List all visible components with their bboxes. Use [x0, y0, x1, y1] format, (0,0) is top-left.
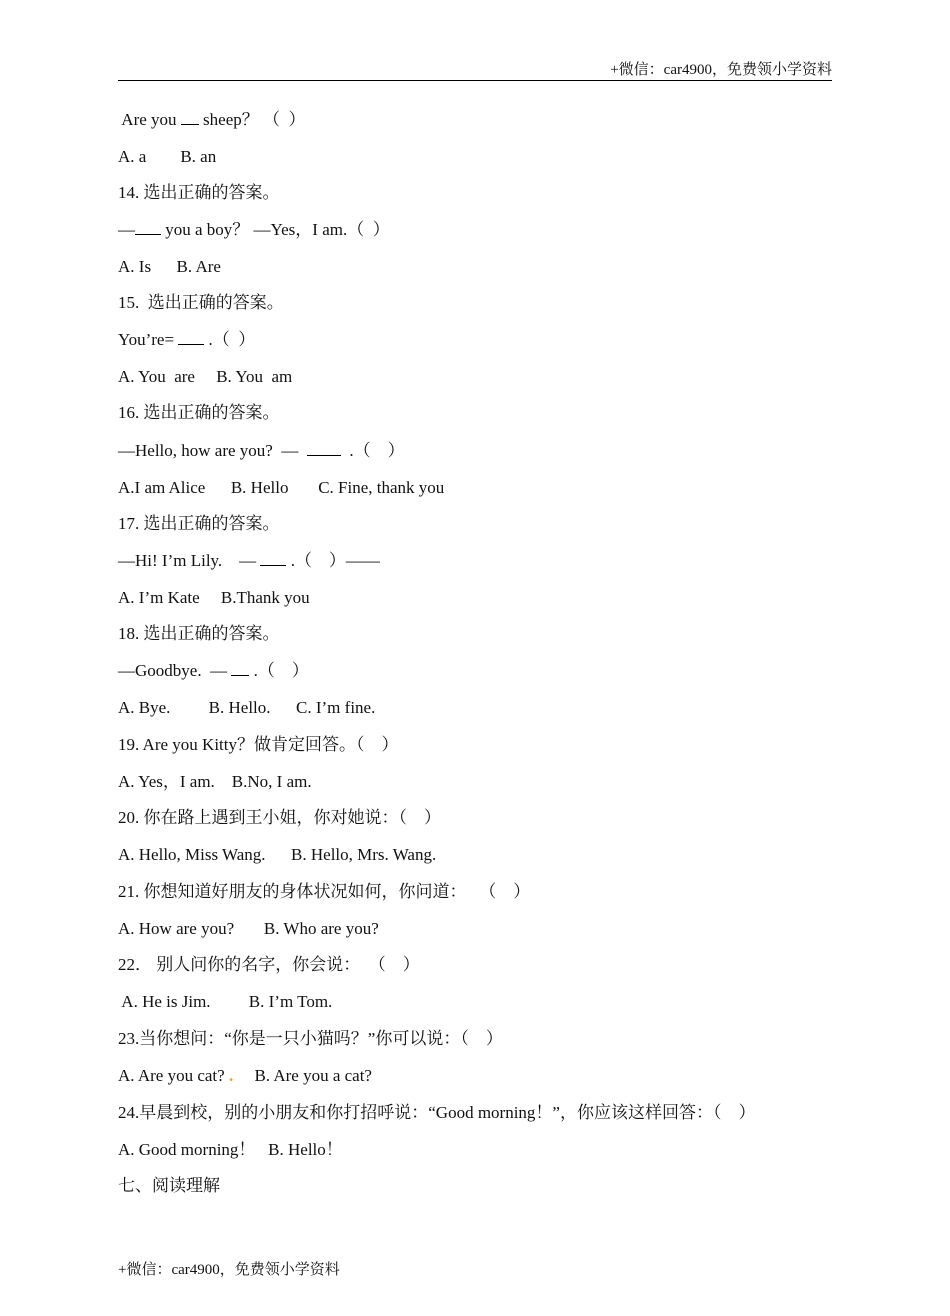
answer-blank	[178, 329, 204, 345]
question-15-stem	[118, 329, 255, 351]
question-18-title: 18. 选出正确的答案。	[118, 624, 280, 643]
question-17-title: 17. 选出正确的答案。	[118, 514, 280, 533]
question-14-options: A. Is B. Are	[118, 257, 221, 276]
answer-blank	[181, 109, 199, 125]
question-18-options: A. Bye. B. Hello. C. I’m fine.	[118, 698, 376, 717]
stem-text: .（ ）	[204, 330, 256, 349]
answer-blank	[135, 219, 161, 235]
stem-text: You’re=	[118, 330, 179, 349]
question-16-options: A.I am Alice B. Hello C. Fine, thank you	[118, 478, 445, 497]
question-21-options: A. How are you? B. Who are you?	[118, 919, 379, 938]
stem-text: Are you	[118, 110, 181, 129]
section-heading-reading: 七、阅读理解	[118, 1176, 220, 1195]
answer-blank	[307, 440, 341, 456]
question-22-options: A. He is Jim. B. I’m Tom.	[118, 992, 333, 1011]
stem-text: .（ ）——	[286, 551, 380, 570]
question-24-stem: 24.早晨到校，别的小朋友和你打招呼说：“Good morning！”，你应该这样回答：（ ）	[118, 1103, 756, 1122]
header-divider	[118, 80, 832, 81]
question-20-options: A. Hello, Miss Wang. B. Hello, Mrs. Wang.	[118, 845, 437, 864]
question-22-stem: 22． 别人问你的名字，你会说： （ ）	[118, 955, 420, 974]
page-header: +微信：car4900，免费领小学资料	[610, 62, 832, 78]
stem-text: —Hi! I’m Lily. —	[118, 551, 261, 570]
option-a-text: A. Are you cat?	[118, 1066, 229, 1085]
option-b-text: B. Are you a cat?	[233, 1066, 372, 1085]
question-13-stem	[118, 109, 306, 131]
stem-text: sheep？ （ ）	[198, 110, 306, 129]
question-14-title: 14. 选出正确的答案。	[118, 183, 280, 202]
answer-blank	[260, 550, 286, 566]
question-20-stem: 20. 你在路上遇到王小姐，你对她说：（ ）	[118, 808, 441, 827]
question-19-stem: 19. Are you Kitty？做肯定回答。（ ）	[118, 735, 399, 754]
answer-blank	[231, 660, 249, 676]
question-13-options: A. a B. an	[118, 147, 217, 166]
stem-text: .（ ）	[249, 661, 309, 680]
stem-text: you a boy？ —Yes，I am.（ ）	[161, 220, 390, 239]
question-21-stem: 21. 你想知道好朋友的身体状况如何，你问道： （ ）	[118, 882, 531, 901]
page-footer: +微信：car4900，免费领小学资料	[118, 1262, 340, 1278]
question-15-title: 15. 选出正确的答案。	[118, 293, 284, 312]
question-24-options: A. Good morning！ B. Hello！	[118, 1140, 343, 1159]
stem-text: —	[118, 220, 135, 239]
question-16-stem	[118, 440, 405, 462]
stem-text: .（ ）	[340, 441, 405, 460]
question-16-title: 16. 选出正确的答案。	[118, 403, 280, 422]
stray-mark: .	[228, 1066, 234, 1085]
question-18-stem	[118, 660, 309, 682]
stem-text: —Hello, how are you? —	[118, 441, 307, 460]
question-15-options: A. You are B. You am	[118, 367, 293, 386]
question-23-stem: 23.当你想问：“你是一只小猫吗？”你可以说：（ ）	[118, 1029, 503, 1048]
question-17-options: A. I’m Kate B.Thank you	[118, 588, 310, 607]
question-14-stem	[118, 219, 390, 241]
question-19-options: A. Yes，I am. B.No, I am.	[118, 772, 312, 791]
question-17-stem	[118, 550, 380, 572]
question-23-options	[118, 1065, 372, 1087]
stem-text: —Goodbye. —	[118, 661, 232, 680]
